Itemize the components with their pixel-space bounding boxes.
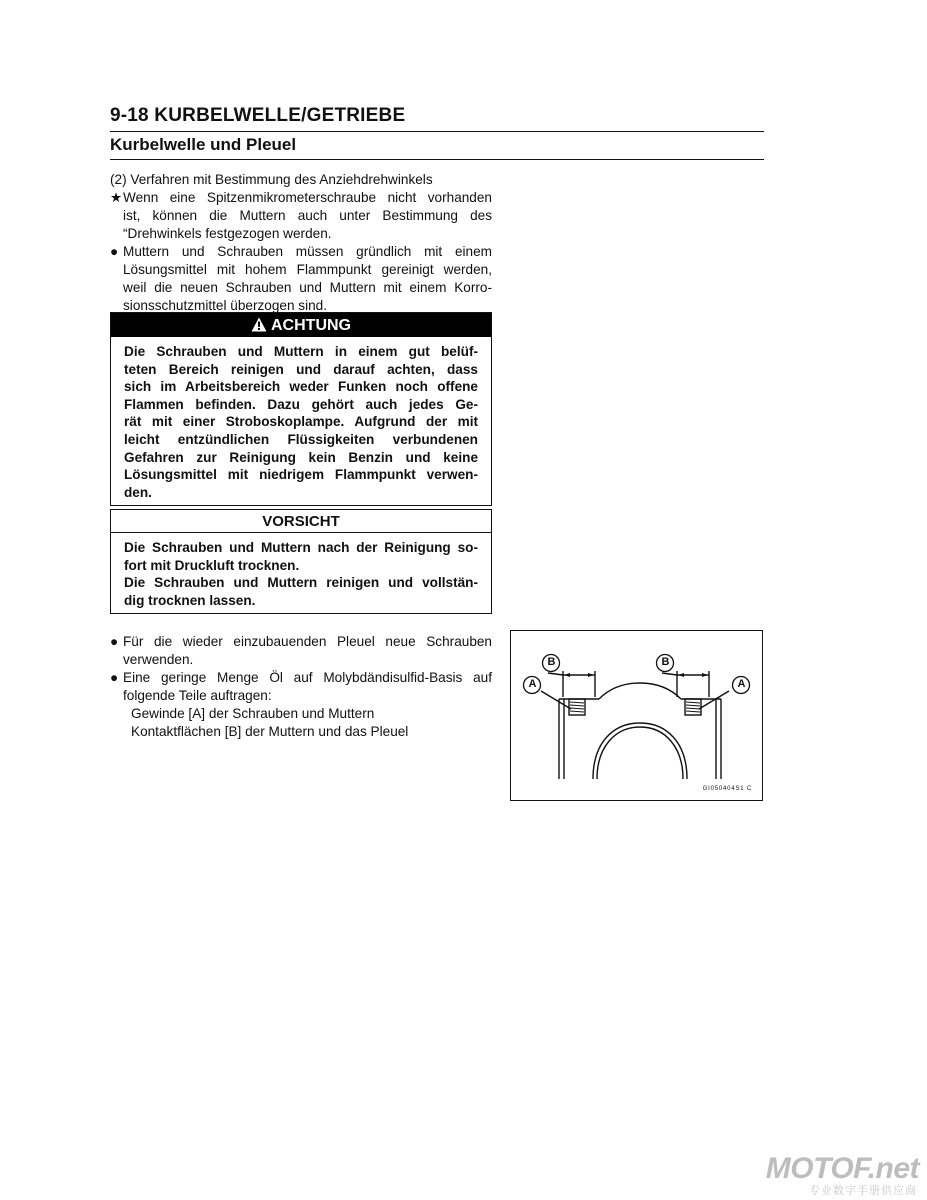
text-line: Die Schrauben und Muttern in einem gut belüf-: [124, 344, 478, 359]
label-b-left: B: [547, 656, 556, 668]
bullet-marker: ●: [110, 244, 119, 259]
text-line: Gefahren zur Reinigung kein Benzin und keine: [124, 449, 478, 465]
text-line: Muttern und Schrauben müssen gründlich mit einem: [123, 244, 492, 259]
text-line: sich im Arbeitsbereich weder Funken noch offene: [124, 379, 478, 395]
star-marker: ★: [110, 190, 123, 205]
bullet-item: [110, 633, 492, 669]
text-line: Die Schrauben und Muttern reinigen und vollstän-: [124, 575, 478, 591]
text-line: rät mit einer Stroboskoplampe. Aufgrund der mit: [124, 414, 478, 430]
text-line: Lösungsmittel mit hohem Flammpunkt gereinigt werden,: [123, 262, 492, 277]
section-rule: [110, 159, 764, 160]
warning-title: ACHTUNG: [271, 317, 351, 334]
watermark-tagline: 专业数字手册供应商: [809, 1185, 917, 1197]
caution-box: [110, 509, 492, 614]
text-line: den.: [124, 484, 152, 500]
bullet-item: [110, 669, 492, 741]
warning-text: [111, 337, 491, 505]
sub-item: Gewinde [A] der Schrauben und Muttern: [131, 706, 375, 721]
text-line: teten Bereich reinigen und darauf achten, dass: [124, 361, 478, 377]
bullet-item: [110, 243, 492, 315]
chapter-title: 9-18 KURBELWELLE/GETRIEBE: [110, 105, 406, 126]
text-line: weil die neuen Schrauben und Muttern mit einem Korro-: [123, 280, 492, 295]
figure-code: GI050404S1 C: [702, 786, 752, 792]
text-line: “Drehwinkels festgezogen werden.: [123, 226, 332, 241]
text-line: Flammen befinden. Dazu gehört auch jedes Ge-: [124, 396, 478, 412]
text-line: fort mit Druckluft trocknen.: [124, 557, 300, 573]
text-line: Wenn eine Spitzenmikrometerschraube nicht vorhanden: [123, 190, 492, 205]
label-a-left: A: [528, 678, 537, 690]
bullet-marker: ●: [110, 634, 119, 649]
label-b-right: B: [661, 656, 670, 668]
sub-item: Kontaktflächen [B] der Muttern und das Pleuel: [131, 724, 409, 739]
instructions-block: [110, 633, 492, 741]
intro-block: [110, 171, 492, 315]
caution-text: [111, 533, 491, 613]
warning-triangle-icon: [251, 317, 267, 332]
warning-box: [110, 312, 492, 506]
text-line: ist, können die Muttern auch unter Bestimmung des: [123, 208, 492, 223]
star-item: [110, 189, 492, 243]
text-line: leicht entzündlichen Flüssigkeiten verbundenen: [124, 431, 478, 447]
text-line: sionsschutzmittel überzogen sind.: [123, 298, 328, 313]
connecting-rod-figure: [510, 630, 763, 801]
text-line: Eine geringe Menge Öl auf Molybdändisulfid-Basis auf: [123, 670, 492, 685]
bullet-marker: ●: [110, 670, 119, 685]
step-heading: (2) Verfahren mit Bestimmung des Anziehdrehwinkels: [110, 172, 433, 187]
label-a-right: A: [737, 678, 746, 690]
text-line: folgende Teile auftragen:: [123, 688, 272, 703]
text-line: verwenden.: [123, 652, 194, 667]
text-line: Für die wieder einzubauenden Pleuel neue Schrauben: [123, 634, 492, 649]
text-line: dig trocknen lassen.: [124, 592, 256, 608]
text-line: Die Schrauben und Muttern nach der Reinigung so-: [124, 540, 478, 555]
caution-title: VORSICHT: [111, 510, 491, 533]
warning-header: [111, 313, 491, 337]
header-rule: [110, 131, 764, 132]
section-title: Kurbelwelle und Pleuel: [110, 135, 297, 154]
watermark-logo: MOTOF.net: [765, 1152, 919, 1185]
text-line: Lösungsmittel mit niedrigem Flammpunkt verwen-: [124, 467, 478, 483]
